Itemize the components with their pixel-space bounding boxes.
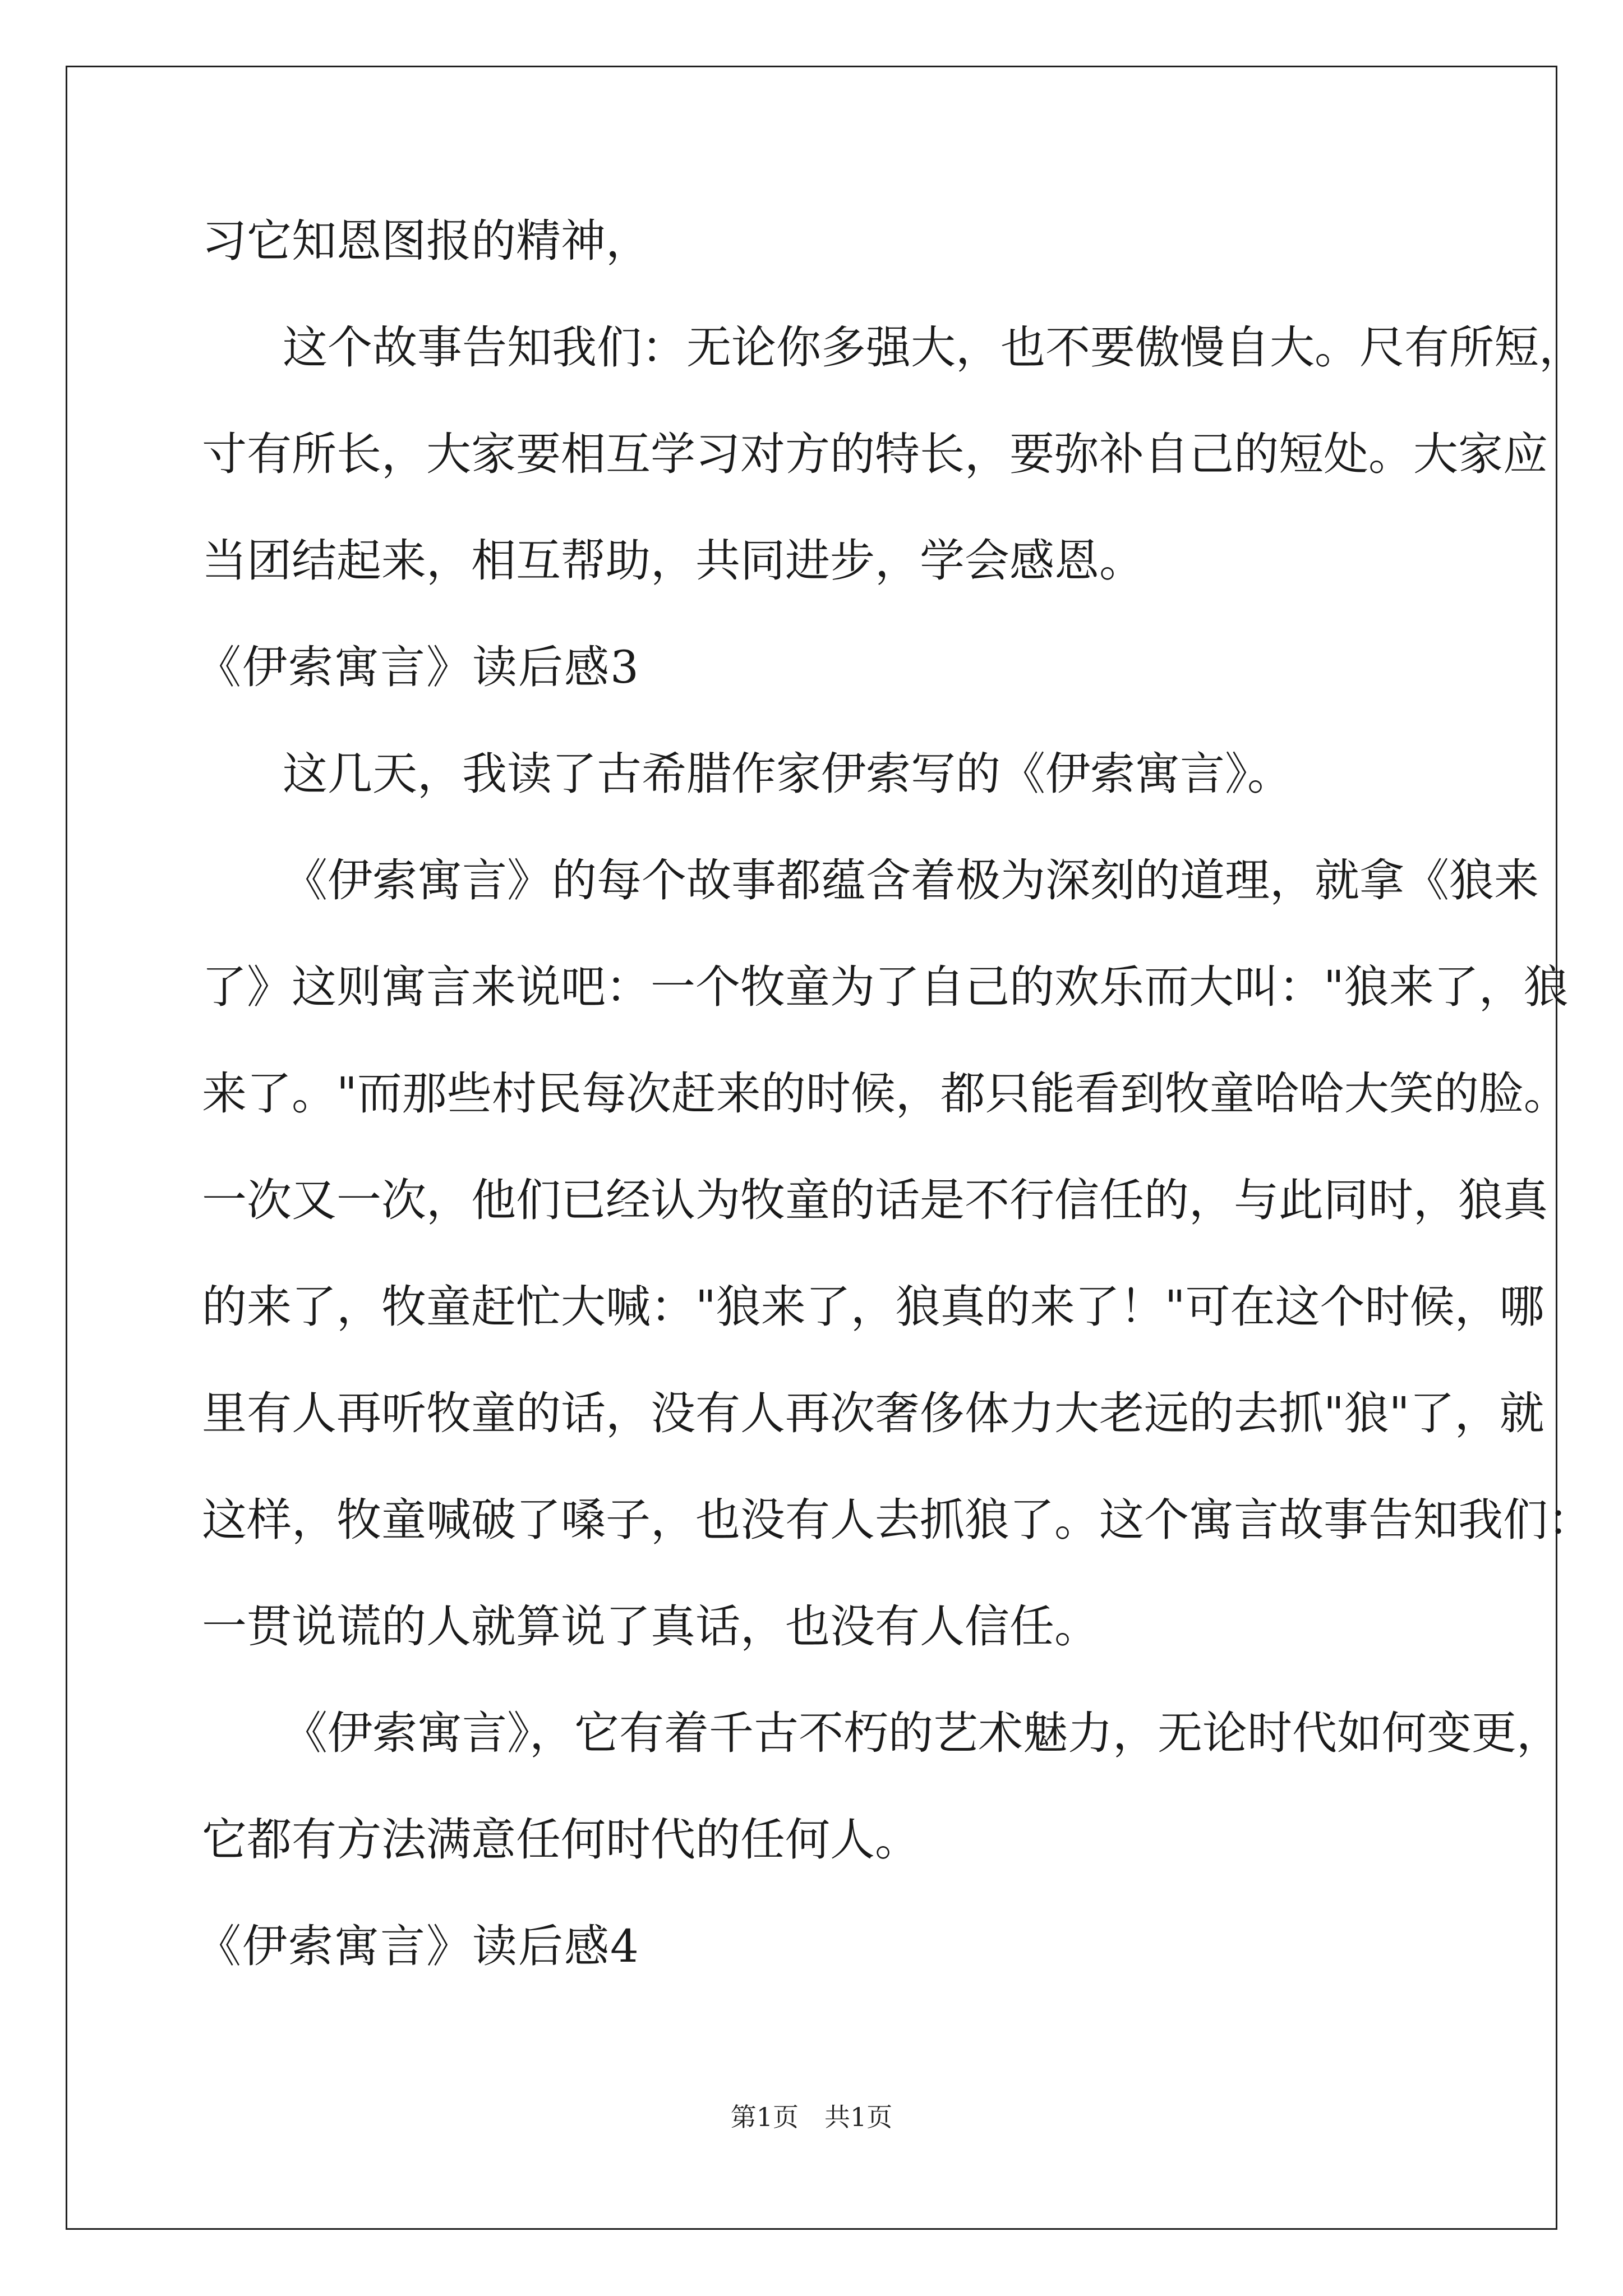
text-line: 当团结起来，相互帮助，共同进步，学会感恩。 [202, 535, 1144, 587]
text-line: 一贯说谎的人就算说了真话，也没有人信任。 [202, 1600, 1099, 1653]
paragraph-start: 这个故事告知我们：无论你多强大，也不要傲慢自大。尺有所短， [283, 321, 1584, 374]
text-line: 寸有所长，大家要相互学习对方的特长，要弥补自己的短处。大家应 [202, 428, 1548, 480]
text-line: 了》这则寓言来说吧：一个牧童为了自己的欢乐而大叫："狼来了，狼 [202, 961, 1569, 1013]
text-line: 一次又一次，他们已经认为牧童的话是不行信任的，与此同时，狼真 [202, 1174, 1548, 1226]
section-heading: 《伊索寓言》读后感3 [196, 641, 640, 693]
paragraph-start: 这几天，我读了古希腊作家伊索写的《伊索寓言》。 [283, 748, 1292, 800]
text-line: 习它知恩图报的精神， [202, 215, 651, 267]
text-line: 里有人再听牧童的话，没有人再次奢侈体力大老远的去抓"狼"了，就 [202, 1387, 1544, 1439]
text-line: 这样，牧童喊破了嗓子，也没有人去抓狼了。这个寓言故事告知我们： [202, 1494, 1593, 1546]
section-heading: 《伊索寓言》读后感4 [196, 1920, 640, 1972]
text-line: 它都有方法满意任何时代的任何人。 [202, 1814, 920, 1866]
paragraph-start: 《伊索寓言》的每个故事都蕴含着极为深刻的道理，就拿《狼来 [283, 854, 1539, 907]
text-line: 来了。"而那些村民每次赶来的时候，都只能看到牧童哈哈大笑的脸。 [202, 1068, 1569, 1120]
paragraph-start: 《伊索寓言》，它有着千古不朽的艺术魅力，无论时代如何变更， [283, 1707, 1561, 1759]
page-number-footer: 第1页 共1页 [730, 2102, 893, 2132]
page-border [66, 66, 1557, 2230]
text-line: 的来了，牧童赶忙大喊："狼来了，狼真的来了！"可在这个时候，哪 [202, 1281, 1544, 1333]
